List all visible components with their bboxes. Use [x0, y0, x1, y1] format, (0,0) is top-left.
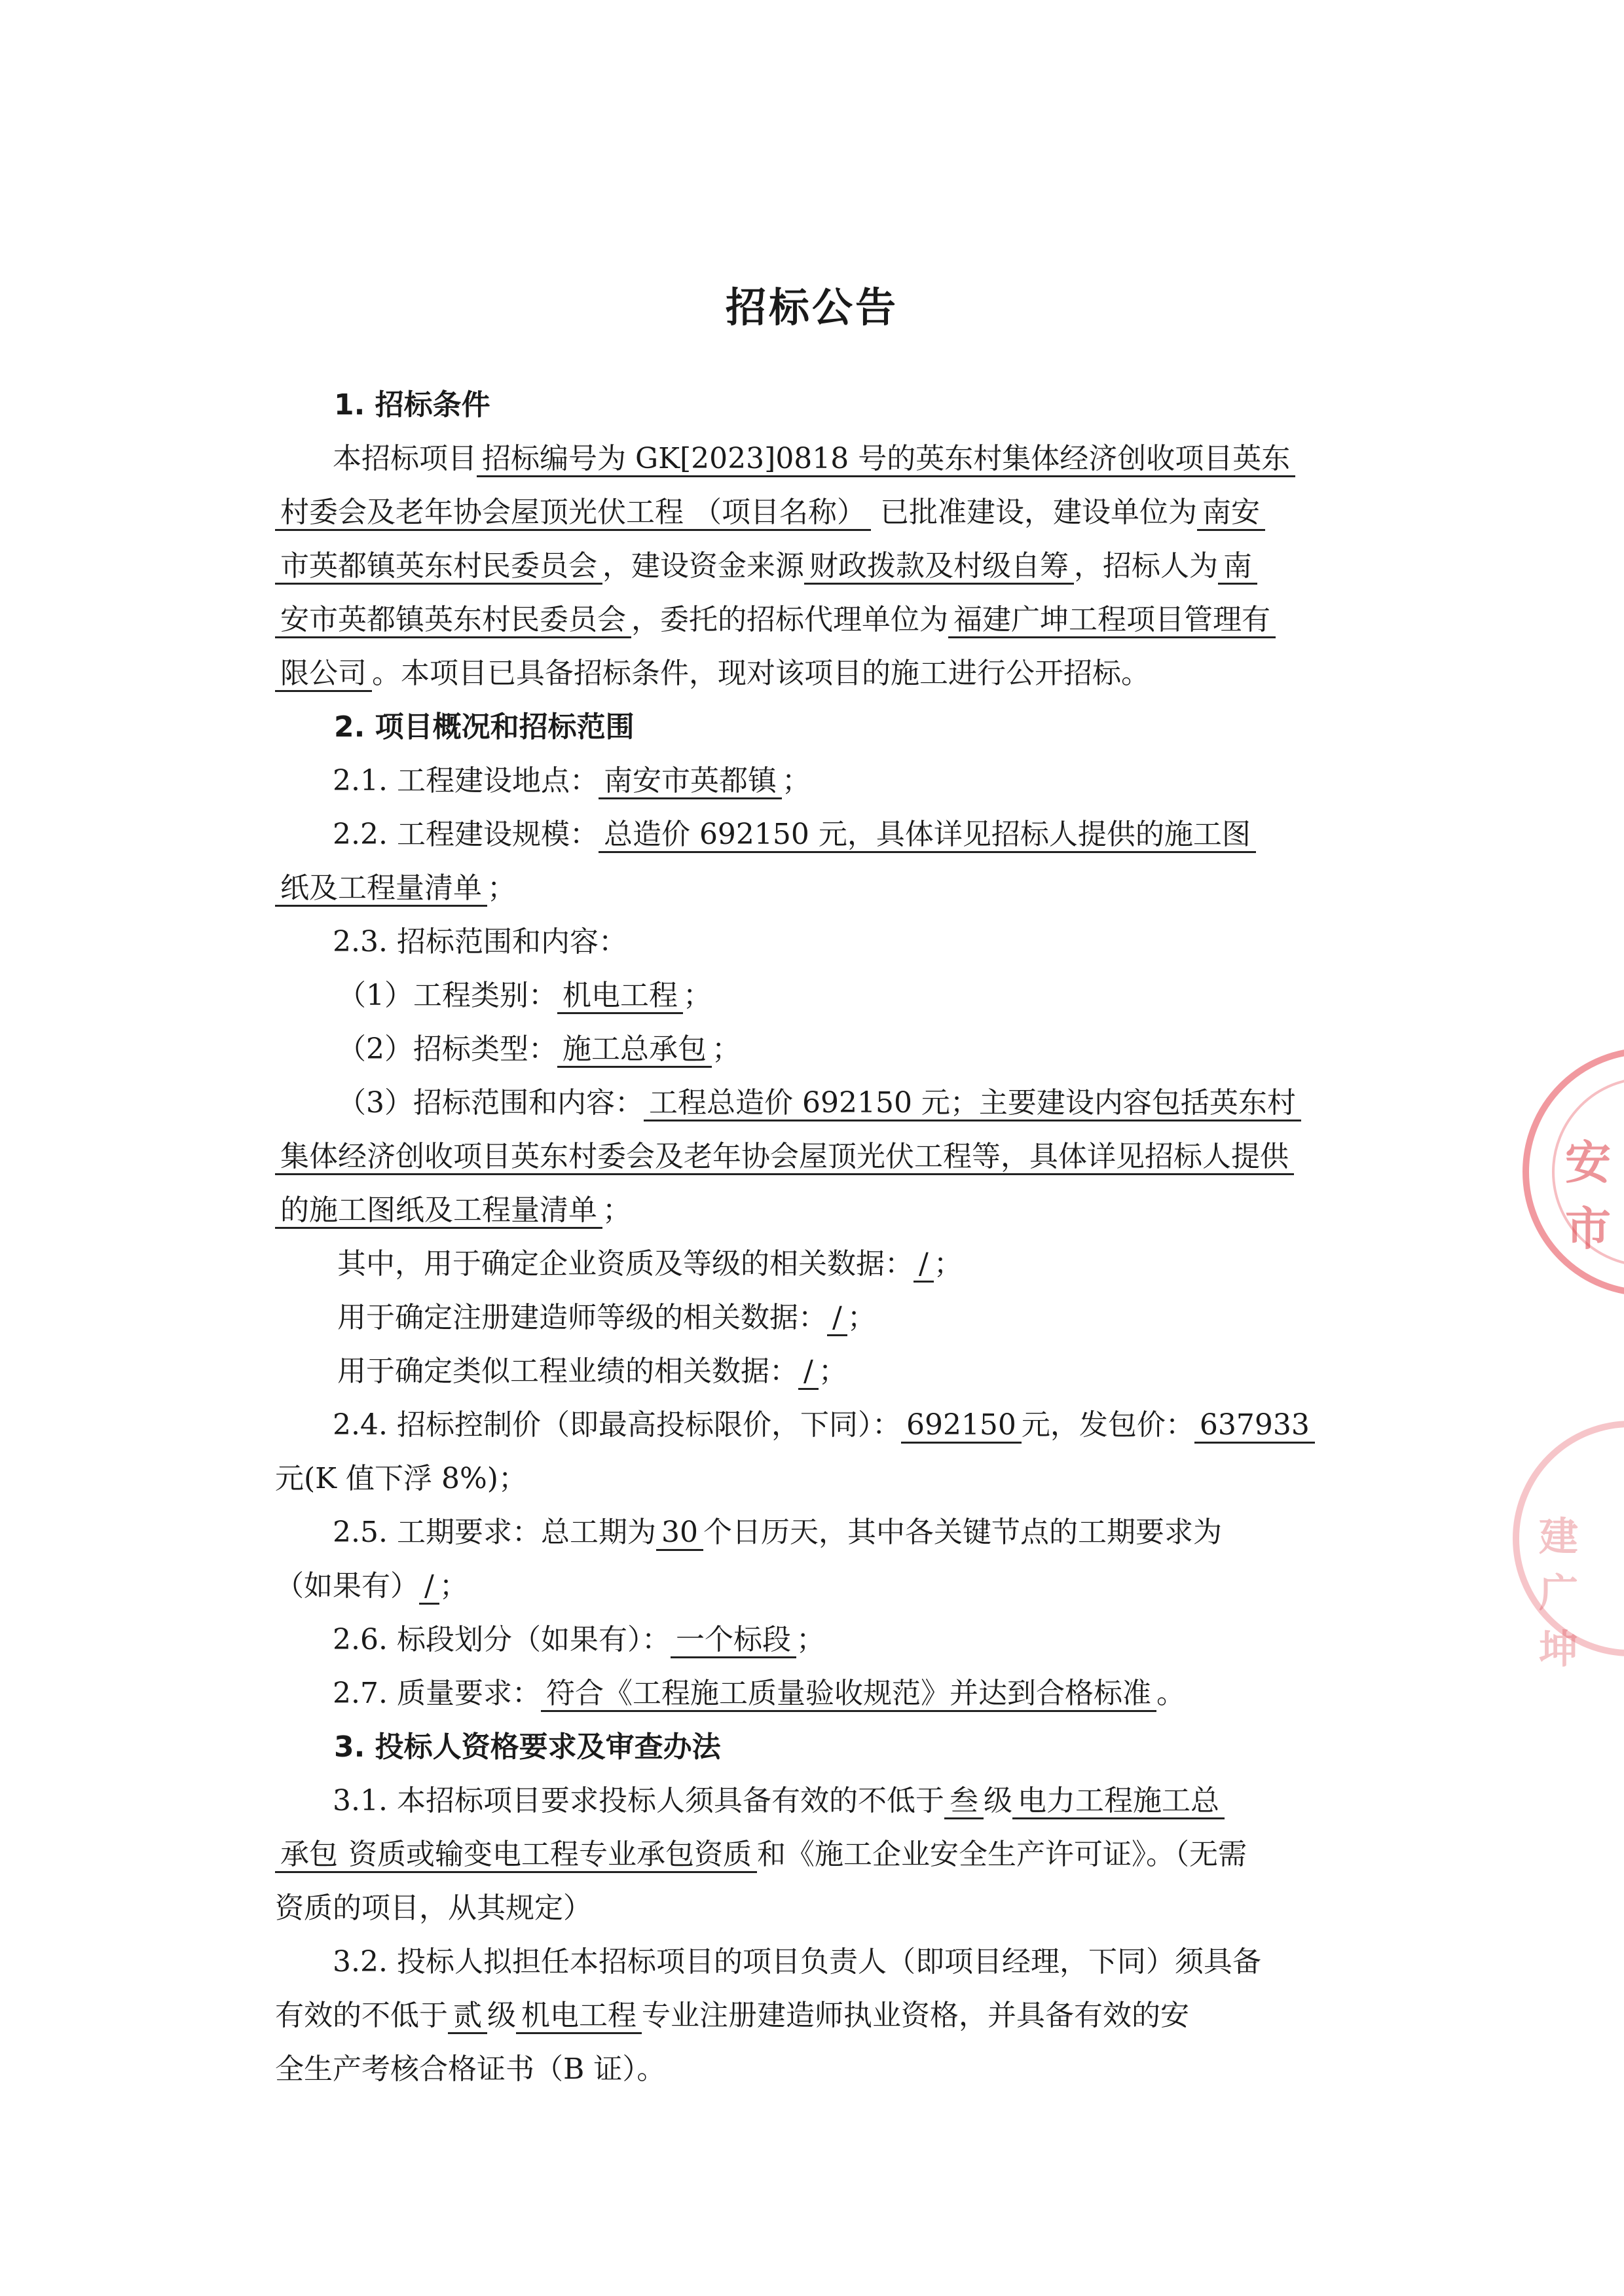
text: 元，发包价：: [1021, 1408, 1194, 1442]
builder-fill: 南安: [1197, 496, 1265, 531]
text: 和《施工企业安全生产许可证》。（无需: [757, 1838, 1247, 1871]
category-fill: 机电工程: [557, 979, 683, 1014]
text: ；: [818, 1355, 847, 1388]
scale-fill-cont: 纸及工程量清单: [275, 871, 487, 907]
seal-1-text: 安 市: [1565, 1136, 1611, 1256]
item-3-2: [275, 1935, 1388, 2096]
item-2-3: 2.3. 招标范围和内容：: [333, 925, 627, 958]
label: 其中，用于确定企业资质及等级的相关数据：: [337, 1247, 913, 1281]
item-2-3-3-cont: [275, 1130, 1388, 1237]
label: （1）工程类别：: [337, 979, 557, 1012]
section-2-heading: 2. 项目概况和招标范围: [334, 710, 635, 744]
text: 资质的项目，从其规定）: [275, 1891, 592, 1925]
label: 2.5. 工期要求：总工期为: [333, 1516, 656, 1549]
text: ；: [683, 979, 712, 1012]
qualification-fill: 电力工程施工总: [1012, 1784, 1225, 1819]
text: 级: [487, 1999, 516, 2032]
label: 2.4. 招标控制价（即最高投标限价，下同）：: [333, 1408, 901, 1442]
tenderer-fill: 南: [1218, 549, 1257, 585]
item-2-5: [275, 1506, 1388, 1613]
text: （如果有）: [275, 1569, 419, 1603]
label: 2.2. 工程建设规模：: [333, 818, 599, 851]
text: ；: [847, 1301, 876, 1334]
section-1-paragraph: [275, 432, 1388, 701]
document-title: 招标公告: [725, 283, 898, 331]
item-2-3-1: [275, 969, 1388, 1023]
project-name-fill: 招标编号为 GK[2023]0818 号的英东村集体经济创收项目英东: [477, 442, 1295, 477]
agent-fill: 福建广坤工程项目管理有: [948, 603, 1276, 638]
text: 已批准建设，建设单位为: [880, 496, 1197, 529]
qualification-fill-cont: 承包: [275, 1838, 343, 1873]
text: ，招标人为: [1074, 549, 1218, 583]
qualification-fill-cont2: 资质或输变电工程专业承包资质: [343, 1838, 757, 1873]
funding-fill: 财政拨款及村级自筹: [804, 549, 1074, 585]
document-body: [275, 378, 1388, 2096]
text: 。: [1156, 1677, 1185, 1710]
milestone-fill: /: [419, 1569, 439, 1605]
text: ，建设资金来源: [602, 549, 804, 583]
grade-fill: 叁: [944, 1784, 984, 1819]
location-fill: 南安市英都镇: [599, 764, 782, 799]
label: 2.6. 标段划分（如果有）：: [333, 1623, 671, 1656]
text: 元(K 值下浮 8%)；: [275, 1462, 527, 1495]
qual-data-2-fill: /: [827, 1301, 847, 1336]
text: ，委托的招标代理单位为: [631, 603, 948, 636]
scope-fill: 工程总造价 692150 元；主要建设内容包括英东村: [644, 1086, 1301, 1121]
qual-data-1: [275, 1237, 1388, 1291]
text: ；: [487, 871, 516, 905]
qual-data-3-fill: /: [798, 1355, 819, 1390]
agent-fill-cont: 限公司: [275, 657, 372, 692]
text: 3.1. 本招标项目要求投标人须具备有效的不低于: [333, 1784, 944, 1817]
scope-fill-cont2: 的施工图纸及工程量清单: [275, 1194, 602, 1229]
qual-data-3: [275, 1345, 1388, 1398]
text: 级: [983, 1784, 1012, 1817]
type-fill: 施工总承包: [557, 1032, 712, 1068]
section-1-heading: 1. 招标条件: [334, 388, 490, 422]
qual-data-2: [275, 1291, 1388, 1345]
item-2-6: [275, 1613, 1388, 1667]
text: 有效的不低于: [275, 1999, 448, 2032]
item-2-4: [275, 1398, 1388, 1506]
text: 3.2. 投标人拟担任本招标项目的项目负责人（即项目经理，下同）须具备: [333, 1945, 1261, 1978]
item-3-1: [275, 1774, 1388, 1935]
project-name-fill-cont: 村委会及老年协会屋顶光伏工程 （项目名称）: [275, 496, 871, 531]
item-2-3-2: [275, 1023, 1388, 1076]
item-2-1: [275, 754, 1388, 808]
builder-fill-cont: 市英都镇英东村民委员会: [275, 549, 602, 585]
text: ；: [781, 764, 811, 797]
control-price-fill: 692150: [901, 1408, 1022, 1444]
engineer-grade-fill: 贰: [448, 1999, 487, 2034]
item-2-2: [275, 808, 1388, 915]
label: 2.7. 质量要求：: [333, 1677, 541, 1710]
text: ；: [796, 1623, 825, 1656]
section-3-heading: 3. 投标人资格要求及审查办法: [334, 1730, 721, 1764]
text: 个日历天，其中各关键节点的工期要求为: [703, 1516, 1222, 1549]
item-2-7: [275, 1667, 1388, 1721]
label: （3）招标范围和内容：: [337, 1086, 644, 1120]
label: 用于确定注册建造师等级的相关数据：: [337, 1301, 827, 1334]
lot-fill: 一个标段: [671, 1623, 796, 1658]
text: 全生产考核合格证书（B 证）。: [275, 2052, 666, 2086]
qual-data-1-fill: /: [913, 1247, 934, 1283]
seal-2-text: 建 广 坤: [1539, 1514, 1578, 1673]
text: 。本项目已具备招标条件，现对该项目的施工进行公开招标。: [372, 657, 1150, 690]
label: 用于确定类似工程业绩的相关数据：: [337, 1355, 798, 1388]
contract-price-fill: 637933: [1194, 1408, 1315, 1444]
quality-fill: 符合《工程施工质量验收规范》并达到合格标准: [541, 1677, 1156, 1712]
text: ；: [602, 1194, 631, 1227]
text: ；: [933, 1247, 963, 1281]
duration-fill: 30: [656, 1516, 703, 1551]
scale-fill: 总造价 692150 元，具体详见招标人提供的施工图: [599, 818, 1256, 853]
text: ；: [712, 1032, 741, 1066]
text: ；: [439, 1569, 468, 1603]
item-2-3-3: [275, 1076, 1388, 1130]
engineer-specialty-fill: 机电工程: [516, 1999, 642, 2034]
text: 本招标项目: [333, 442, 477, 475]
scope-fill-cont: 集体经济创收项目英东村委会及老年协会屋顶光伏工程等，具体详见招标人提供: [275, 1140, 1294, 1175]
tenderer-fill-cont: 安市英都镇英东村民委员会: [275, 603, 631, 638]
label: 2.1. 工程建设地点：: [333, 764, 599, 797]
label: （2）招标类型：: [337, 1032, 557, 1066]
text: 专业注册建造师执业资格，并具备有效的安: [642, 1999, 1189, 2032]
